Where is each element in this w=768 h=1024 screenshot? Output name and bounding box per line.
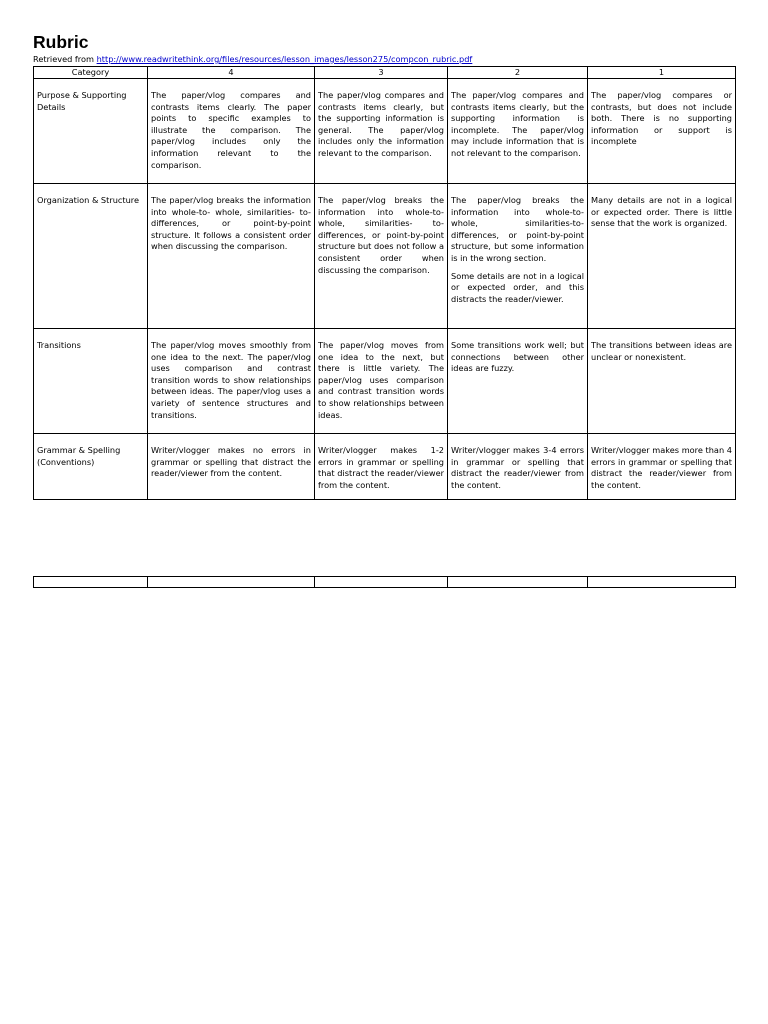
table-row — [34, 79, 736, 184]
score-1-cell — [588, 184, 736, 329]
empty-cell — [34, 577, 148, 588]
cell-text: The transitions between ideas are unclear or nonexistent. — [591, 340, 732, 362]
cell-text: The paper/vlog compares and contrasts items clearly. The paper points to specific examples to illustrate the comparison. The paper/vlog includes only the information relevant to the comparison. — [151, 90, 311, 170]
cell-text: Many details are not in a logical or expected order. There is little sense that the work is organized. — [591, 195, 732, 229]
category-cell — [34, 434, 148, 500]
score-3-cell — [315, 329, 448, 434]
cell-text: Writer/vlogger makes 3-4 errors in grammar or spelling that distract the reader/viewer from the content. — [451, 445, 584, 490]
category-label: Organization & Structure — [37, 195, 140, 205]
cell-text: The paper/vlog breaks the information into whole-to-whole, similarities-to- differences, or point-by-point structure, but some information is in the wrong section. — [451, 195, 584, 263]
rubric-table — [33, 66, 736, 500]
score-4-cell — [148, 79, 315, 184]
header-category: Category — [34, 67, 148, 79]
category-label: Transitions — [37, 340, 81, 350]
score-4-cell — [148, 434, 315, 500]
score-3-cell — [315, 184, 448, 329]
category-label: Purpose & Supporting Details — [37, 90, 127, 112]
cell-text: Writer/vlogger makes no errors in grammar or spelling that distract the reader/viewer from the content. — [151, 445, 311, 479]
score-1-cell — [588, 434, 736, 500]
table-row — [34, 329, 736, 434]
cell-text: The paper/vlog compares and contrasts items clearly, but the supporting information is incomplete. The paper/vlog may include information that is not relevant to the comparison. — [451, 90, 584, 158]
header-score-4: 4 — [148, 67, 315, 79]
header-score-2: 2 — [448, 67, 588, 79]
score-1-cell — [588, 329, 736, 434]
source-link[interactable]: http://www.readwritethink.org/files/resources/lesson_images/lesson275/compcon_rubric.pdf — [96, 54, 473, 64]
category-cell — [34, 329, 148, 434]
table-row — [34, 184, 736, 329]
header-row — [34, 67, 736, 79]
cell-text: The paper/vlog moves from one idea to the next, but there is little variety. The paper/vlog uses comparison and contrast transition words to show relationships between ideas. — [318, 340, 444, 420]
score-3-cell — [315, 79, 448, 184]
score-2-cell — [448, 434, 588, 500]
empty-cell — [448, 577, 588, 588]
category-label: Grammar & Spelling (Conventions) — [37, 445, 121, 467]
page-title: Rubric — [33, 32, 89, 52]
empty-table-row — [33, 576, 736, 588]
cell-text: Writer/vlogger makes more than 4 errors in grammar or spelling that distract the reader/viewer from the content. — [591, 445, 732, 490]
category-cell — [34, 184, 148, 329]
score-4-cell — [148, 184, 315, 329]
retrieved-prefix: Retrieved from — [33, 54, 97, 64]
score-2-cell — [448, 329, 588, 434]
source-citation — [33, 54, 472, 65]
cell-text: The paper/vlog breaks the information into whole-to- whole, similarities- to-differences, or point-by-point structure. It follows a consistent order when discussing the comparison. — [151, 195, 311, 252]
cell-text: The paper/vlog breaks the information into whole-to-whole, similarities- to-differences, or point-by-point structure but does not follow a consistent order when discussing the comparison. — [318, 195, 444, 275]
score-4-cell — [148, 329, 315, 434]
score-2-cell — [448, 184, 588, 329]
empty-cell — [315, 577, 448, 588]
cell-text: Writer/vlogger makes 1-2 errors in grammar or spelling that distract the reader/viewer from the content. — [318, 445, 444, 490]
cell-text: Some details are not in a logical or expected order, and this distracts the reader/viewer. — [451, 270, 584, 304]
category-cell — [34, 79, 148, 184]
header-score-3: 3 — [315, 67, 448, 79]
empty-cell — [148, 577, 315, 588]
cell-text: Some transitions work well; but connections between other ideas are fuzzy. — [451, 340, 584, 374]
cell-text: The paper/vlog compares or contrasts, but does not include both. There is no supporting information or support is incomplete — [591, 90, 732, 147]
empty-cell — [588, 577, 736, 588]
cell-text: The paper/vlog moves smoothly from one idea to the next. The paper/vlog uses comparison and contrast transition words to show relationships between ideas. The paper/vlog uses a variety of sentence structures and transitions. — [151, 340, 311, 420]
table-row — [34, 434, 736, 500]
score-3-cell — [315, 434, 448, 500]
score-1-cell — [588, 79, 736, 184]
header-score-1: 1 — [588, 67, 736, 79]
table-row — [34, 577, 736, 588]
cell-text: The paper/vlog compares and contrasts items clearly, but the supporting information is general. The paper/vlog includes only the information relevant to the comparison. — [318, 90, 444, 158]
score-2-cell — [448, 79, 588, 184]
